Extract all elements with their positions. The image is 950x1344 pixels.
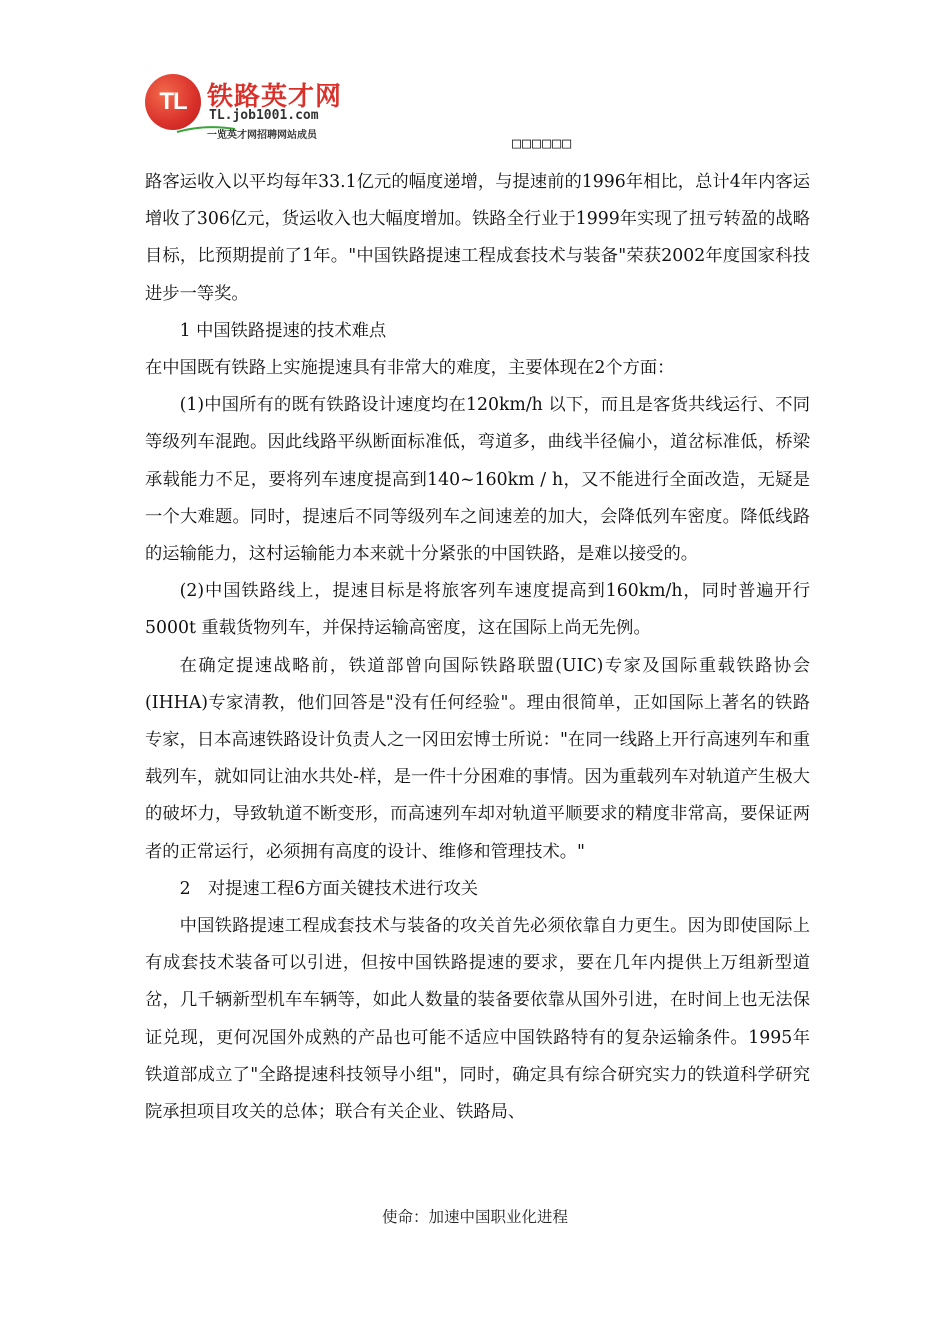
logo-tagline: 一览英才网招聘网站成员 [207, 130, 317, 141]
logo-url: TL.job1001.com [209, 108, 319, 123]
section-heading: 2 对提速工程6方面关键技术进行攻关 [179, 878, 479, 899]
page-footer: 使命：加速中国职业化进程 [381, 1208, 568, 1226]
logo-brand: 铁路英才网 [207, 82, 343, 112]
paragraph: 在中国既有铁路上实施提速具有非常大的难度，主要体现在2个方面： [145, 358, 675, 379]
logo-mark: TL [145, 74, 201, 130]
site-logo [145, 70, 375, 142]
paragraph: (1)中国所有的既有铁路设计速度均在120km/h 以下，而且是客货共线运行、不同等级列车混跑。因此线路平纵断面标准低，弯道多，曲线半径偏小，道岔标准低，桥梁承载能力不足，要将列车速度提高到140~160km / h，又不能进行全面改造，无疑是一个大难题。同时，提速后不同等级列车之间速差的加大，会降低列车密度。降低线路的运输能力，这村运输能力本来就十分紧张的中国铁路，是难以接受的。 [145, 395, 810, 565]
paragraph: 路客运收入以平均每年33.1亿元的幅度递增，与提速前的1996年相比，总计4年内客运增收了306亿元，货运收入也大幅度增加。铁路全行业于1999年实现了扭亏转盈的战略目标，比预期提前了1年。"中国铁路提速工程成套技术与装备"荣获2002年度国家科技进步一等奖。 [145, 172, 810, 304]
document-body [145, 164, 810, 1131]
paragraph: (2)中国铁路线上，提速目标是将旅客列车速度提高到160km/h，同时普遍开行5000t 重载货物列车，并保持运输高密度，这在国际上尚无先例。 [145, 581, 810, 639]
section-heading: 1 中国铁路提速的技术难点 [179, 320, 387, 341]
paragraph: 中国铁路提速工程成套技术与装备的攻关首先必须依靠自力更生。因为即使国际上有成套技术装备可以引进，但按中国铁路提速的要求，要在几年内提供上万组新型道岔，几千辆新型机车车辆等，如此人数量的装备要依靠从国外引进，在时间上也无法保证兑现，更何况国外成熟的产品也可能不适应中国铁路特有的复杂运输条件。1995年铁道部成立了"全路提速科技领导小组"，同时，确定具有综合研究实力的铁道科学研究院承担项目攻关的总体；联合有关企业、铁路局、 [145, 916, 810, 1123]
paragraph: 在确定提速战略前，铁道部曾向国际铁路联盟(UIC)专家及国际重载铁路协会(IHHA)专家清教，他们回答是"没有任何经验"。理由很简单，正如国际上著名的铁路专家，日本高速铁路设计负责人之一冈田宏博士所说："在同一线路上开行高速列车和重载列车，就如同让油水共处-样，是一件十分困难的事情。因为重载列车对轨道产生极大的破坏力，导致轨道不断变形，而高速列车却对轨道平顺要求的精度非常高，要保证两者的正常运行，必须拥有高度的设计、维修和管理技术。" [145, 655, 810, 862]
header-code: □□□□□□ [512, 134, 573, 152]
